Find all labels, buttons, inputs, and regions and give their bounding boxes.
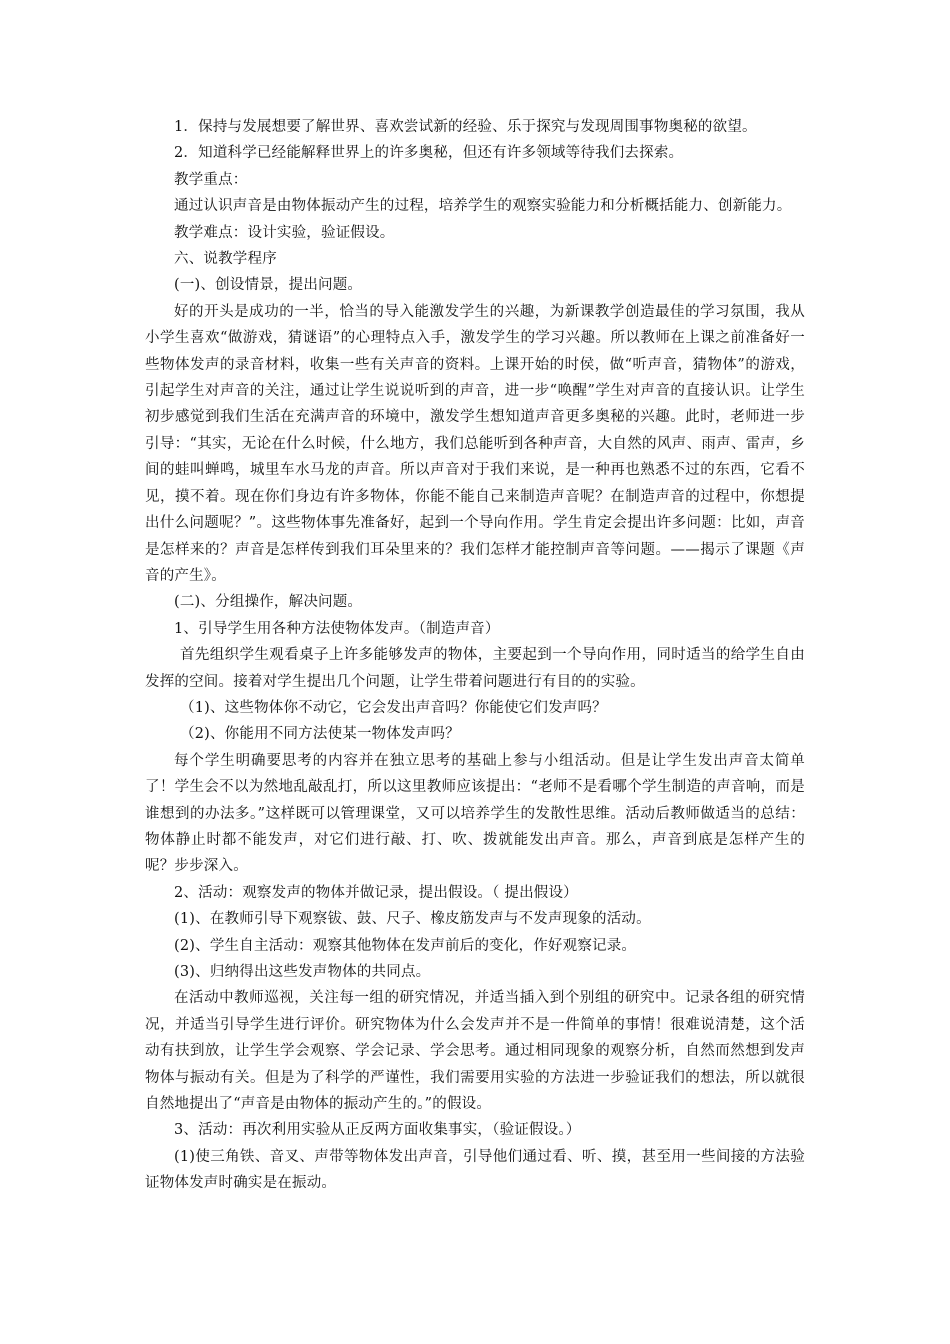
paragraph-goal-1: 1．保持与发展想要了解世界、喜欢尝试新的经验、乐于探究与发现周围事物奥秘的欲望。: [174, 119, 757, 135]
document-page: [145, 114, 805, 1197]
heading-activity-3: 3、活动：再次利用实验从正反两方面收集事实，（验证假设。）: [174, 1122, 581, 1139]
list-item-question-2: （2)、你能用不同方法使某一物体发声吗？: [180, 726, 460, 743]
heading-section-2: (二)、分组操作，解决问题。: [174, 594, 363, 611]
heading-key-point: 教学重点：: [174, 171, 248, 188]
list-item-observe-2: (2)、学生自主活动：观察其他物体在发声前后的变化，作好观察记录。: [174, 937, 637, 954]
heading-procedure: 六、说教学程序: [174, 251, 277, 268]
list-item-observe-1: (1)、在教师引导下观察钹、鼓、尺子、橡皮筋发声与不发声现象的活动。: [174, 911, 651, 928]
paragraph-difficulty: 教学难点：设计实验，验证假设。: [174, 224, 395, 241]
paragraph-activity-1: 首先组织学生观看桌子上许多能够发声的物体，主要起到一个导向作用，同时适当的给学生自由发挥的空间。接着对学生提出几个问题，让学生带着问题进行有目的的实验。: [145, 647, 805, 690]
list-item-observe-3: (3)、归纳得出这些发声物体的共同点。: [174, 964, 431, 980]
paragraph-hypothesis: 在活动中教师巡视，关注每一组的研究情况，并适当插入到个别组的研究中。记录各组的研究情况，并适当引导学生进行评价。研究物体为什么会发声并不是一件简单的事情！很难说清楚，这个活动有扶到放，让学生学会观察、学会记录、学会思考。通过相同现象的观察分析，自然而然想到发声物体与振动有关。但是为了科学的严谨性，我们需要用实验的方法进一步验证我们的想法，所以就很自然地提出了“声音是由物体的振动产生的。”的假设。: [145, 990, 805, 1113]
list-item-question-1: （1)、这些物体你不动它，它会发出声音吗？你能使它们发声吗？: [180, 699, 607, 716]
paragraph-key-point: 通过认识声音是由物体振动产生的过程，培养学生的观察实验能力和分析概括能力、创新能力。: [174, 198, 792, 215]
list-item-verify-1: (1)使三角铁、音叉、声带等物体发出声音，引导他们通过看、听、摸，甚至用一些间接的方法验证物体发声时确实是在振动。: [145, 1148, 805, 1192]
heading-section-1: (一)、创设情景，提出问题。: [174, 277, 363, 294]
paragraph-group-activity: 每个学生明确要思考的内容并在独立思考的基础上参与小组活动。但是让学生发出声音太简单了！学生会不以为然地乱敲乱打，所以这里教师应该提出：“老师不是看哪个学生制造的声音响，而是谁想到的办法多。”这样既可以管理课堂，又可以培养学生的发散性思维。活动后教师做适当的总结：物体静止时都不能发声，对它们进行敲、打、吹、拨就能发出声音。那么，声音到底是怎样产生的呢？步步深入。: [145, 752, 805, 875]
heading-activity-2: 2、活动：观察发声的物体并做记录，提出假设。（ 提出假设）: [174, 884, 578, 901]
heading-activity-1: 1、引导学生用各种方法使物体发声。（制造声音）: [174, 620, 500, 637]
paragraph-goal-2: 2．知道科学已经能解释世界上的许多奥秘，但还有许多领域等待我们去探索。: [174, 145, 684, 162]
paragraph-intro: 好的开头是成功的一半，恰当的导入能激发学生的兴趣，为新课教学创造最佳的学习氛围，我从小学生喜欢“做游戏，猜谜语”的心理特点入手，激发学生的学习兴趣。所以教师在上课之前准备好一些物体发声的录音材料，收集一些有关声音的资料。上课开始的时侯，做“听声音，猜物体”的游戏，引起学生对声音的关注，通过让学生说说听到的声音，进一步“唤醒”学生对声音的直接认识。让学生初步感觉到我们生活在充满声音的环境中，激发学生想知道声音更多奥秘的兴趣。此时，老师进一步引导：“其实，无论在什么时候，什么地方，我们总能听到各种声音，大自然的风声、雨声、雷声，乡间的蛙叫蝉鸣，城里车水马龙的声音。所以声音对于我们来说，是一种再也熟悉不过的东西，它看不见，摸不着。现在你们身边有许多物体，你能不能自己来制造声音呢？在制造声音的过程中，你想提出什么问题呢？”。这些物体事先准备好，起到一个导向作用。学生肯定会提出许多问题：比如，声音是怎样来的？声音是怎样传到我们耳朵里来的？我们怎样才能控制声音等问题。——揭示了课题《声音的产生》。: [145, 303, 805, 584]
